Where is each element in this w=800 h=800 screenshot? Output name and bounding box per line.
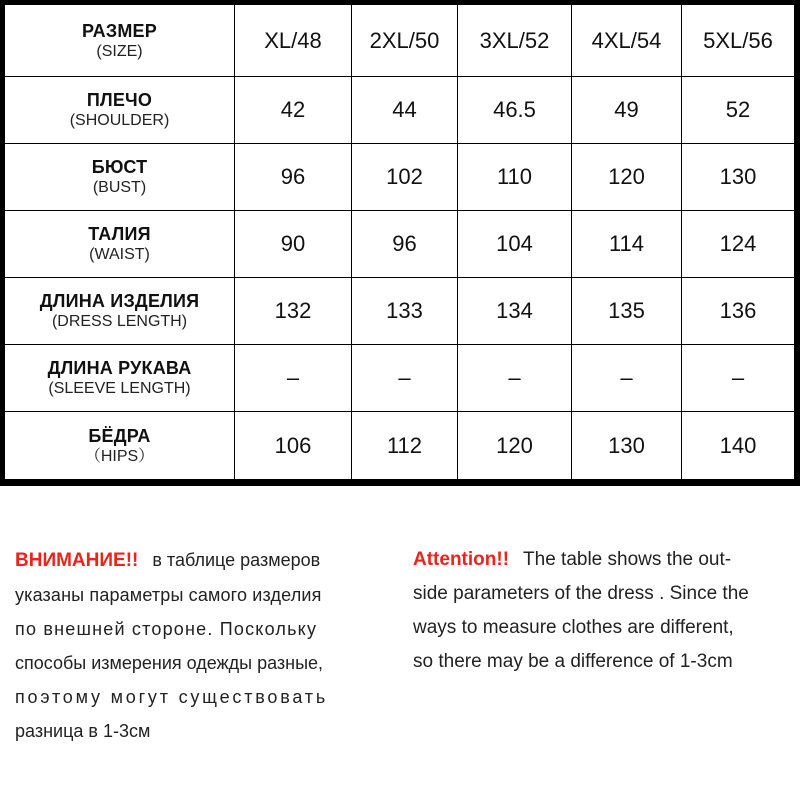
measurement-value: 132 [274, 298, 312, 323]
value-cell [235, 77, 352, 144]
row-label-ru: БЁДРА [88, 425, 151, 446]
row-label-ru: БЮСТ [91, 157, 148, 177]
value-cell [572, 345, 682, 412]
size-label: 5XL/56 [703, 27, 773, 53]
measurement-value: – [398, 365, 411, 390]
value-cell [682, 77, 794, 144]
measurement-value: 120 [496, 432, 533, 458]
measurement-value: 110 [496, 164, 533, 189]
measurement-value: 96 [280, 164, 306, 189]
size-header-cell [352, 5, 458, 77]
measurement-value: 42 [280, 97, 306, 122]
measurement-value: 130 [608, 432, 645, 458]
measurement-value: – [731, 365, 745, 390]
table-header-row [5, 5, 794, 77]
measurement-value: 140 [719, 432, 757, 458]
row-label-en: (SLEEVE LENGTH) [48, 380, 191, 397]
value-cell [682, 278, 794, 345]
value-cell [352, 144, 458, 211]
note-en-line: side parameters of the dress . Since the [413, 583, 749, 604]
row-label-cell [5, 278, 235, 345]
size-label: XL/48 [264, 27, 322, 53]
row-label-ru: ТАЛИЯ [88, 224, 151, 244]
value-cell [235, 144, 352, 211]
value-cell [458, 412, 572, 479]
value-cell [458, 211, 572, 278]
row-label-ru: ДЛИНА ИЗДЕЛИЯ [39, 291, 200, 311]
measurement-value: 52 [725, 97, 751, 122]
note-ru-line: указаны параметры самого изделия [15, 585, 322, 605]
note-ru-line: способы измерения одежды разные, [15, 653, 324, 673]
row-label-cell [5, 144, 235, 211]
value-cell [235, 211, 352, 278]
value-cell [458, 345, 572, 412]
attention-note-ru [15, 543, 387, 748]
row-label-en: (DRESS LENGTH) [51, 313, 188, 330]
measurement-value: 120 [608, 164, 645, 189]
measurement-value: 133 [386, 298, 423, 323]
header-label-cell [5, 5, 235, 77]
row-label-en: (BUST) [92, 179, 147, 196]
value-cell [458, 278, 572, 345]
measurement-value: 44 [392, 97, 417, 122]
measurement-value: – [508, 365, 521, 390]
size-table [5, 5, 794, 479]
attention-note-en [413, 543, 788, 679]
value-cell [235, 412, 352, 479]
measurement-value: 106 [274, 432, 312, 458]
header-label-en: (SIZE) [96, 42, 143, 60]
row-label-cell [5, 77, 235, 144]
table-row [5, 144, 794, 211]
measurement-value: 96 [392, 231, 417, 256]
note-ru-line: разница в 1-3см [15, 721, 151, 741]
measurement-value: 114 [608, 231, 645, 256]
value-cell [235, 278, 352, 345]
size-label: 4XL/54 [591, 27, 662, 53]
attention-label-en: Attention!! [413, 549, 510, 570]
value-cell [352, 345, 458, 412]
note-ru-line [15, 543, 387, 578]
measurement-value: – [620, 365, 633, 390]
row-label-en: (SHOULDER) [69, 112, 170, 129]
size-header-cell [572, 5, 682, 77]
value-cell [235, 345, 352, 412]
measurement-value: 102 [386, 164, 423, 189]
row-label-cell [5, 412, 235, 479]
measurement-value: 49 [614, 97, 639, 122]
size-label: 2XL/50 [369, 27, 440, 53]
measurement-value: 90 [280, 231, 306, 256]
value-cell [572, 144, 682, 211]
row-label-cell [5, 345, 235, 412]
value-cell [572, 77, 682, 144]
table-row [5, 412, 794, 479]
value-cell [572, 412, 682, 479]
value-cell [572, 211, 682, 278]
value-cell [682, 412, 794, 479]
table-row [5, 211, 794, 278]
size-header-cell [458, 5, 572, 77]
measurement-value: 124 [719, 231, 757, 256]
value-cell [572, 278, 682, 345]
measurement-value: 112 [386, 432, 423, 458]
measurement-value: 135 [608, 298, 645, 323]
size-label: 3XL/52 [479, 27, 550, 53]
note-ru-line: по внешней стороне. Поскольку [15, 619, 318, 639]
value-cell [682, 345, 794, 412]
row-label-en: (WAIST) [89, 246, 150, 263]
value-cell [682, 211, 794, 278]
measurement-value: – [286, 365, 300, 390]
row-label-en: （HIPS） [84, 447, 155, 465]
value-cell [352, 211, 458, 278]
note-en-text: The table shows the out- [523, 549, 732, 570]
value-cell [352, 77, 458, 144]
measurement-value: 134 [496, 298, 533, 323]
note-ru-line: поэтому могут существовать [15, 687, 329, 707]
table-row [5, 77, 794, 144]
size-header-cell [682, 5, 794, 77]
table-row [5, 345, 794, 412]
value-cell [458, 144, 572, 211]
note-en-line: so there may be a difference of 1-3cm [413, 651, 733, 672]
note-en-line [413, 543, 788, 577]
row-label-ru: ДЛИНА РУКАВА [47, 358, 192, 378]
value-cell [682, 144, 794, 211]
row-label-cell [5, 211, 235, 278]
table-row [5, 278, 794, 345]
measurement-value: 136 [719, 298, 757, 323]
measurement-value: 104 [496, 231, 533, 256]
header-label-ru: РАЗМЕР [82, 20, 157, 41]
value-cell [352, 278, 458, 345]
value-cell [458, 77, 572, 144]
attention-label-ru: ВНИМАНИЕ!! [15, 550, 139, 571]
value-cell [352, 412, 458, 479]
measurement-value: 130 [719, 164, 757, 189]
size-header-cell [235, 5, 352, 77]
measurement-value: 46.5 [493, 97, 536, 122]
note-en-line: ways to measure clothes are different, [413, 617, 734, 638]
note-ru-text: в таблице размеров [152, 550, 321, 570]
row-label-ru: ПЛЕЧО [86, 90, 153, 110]
